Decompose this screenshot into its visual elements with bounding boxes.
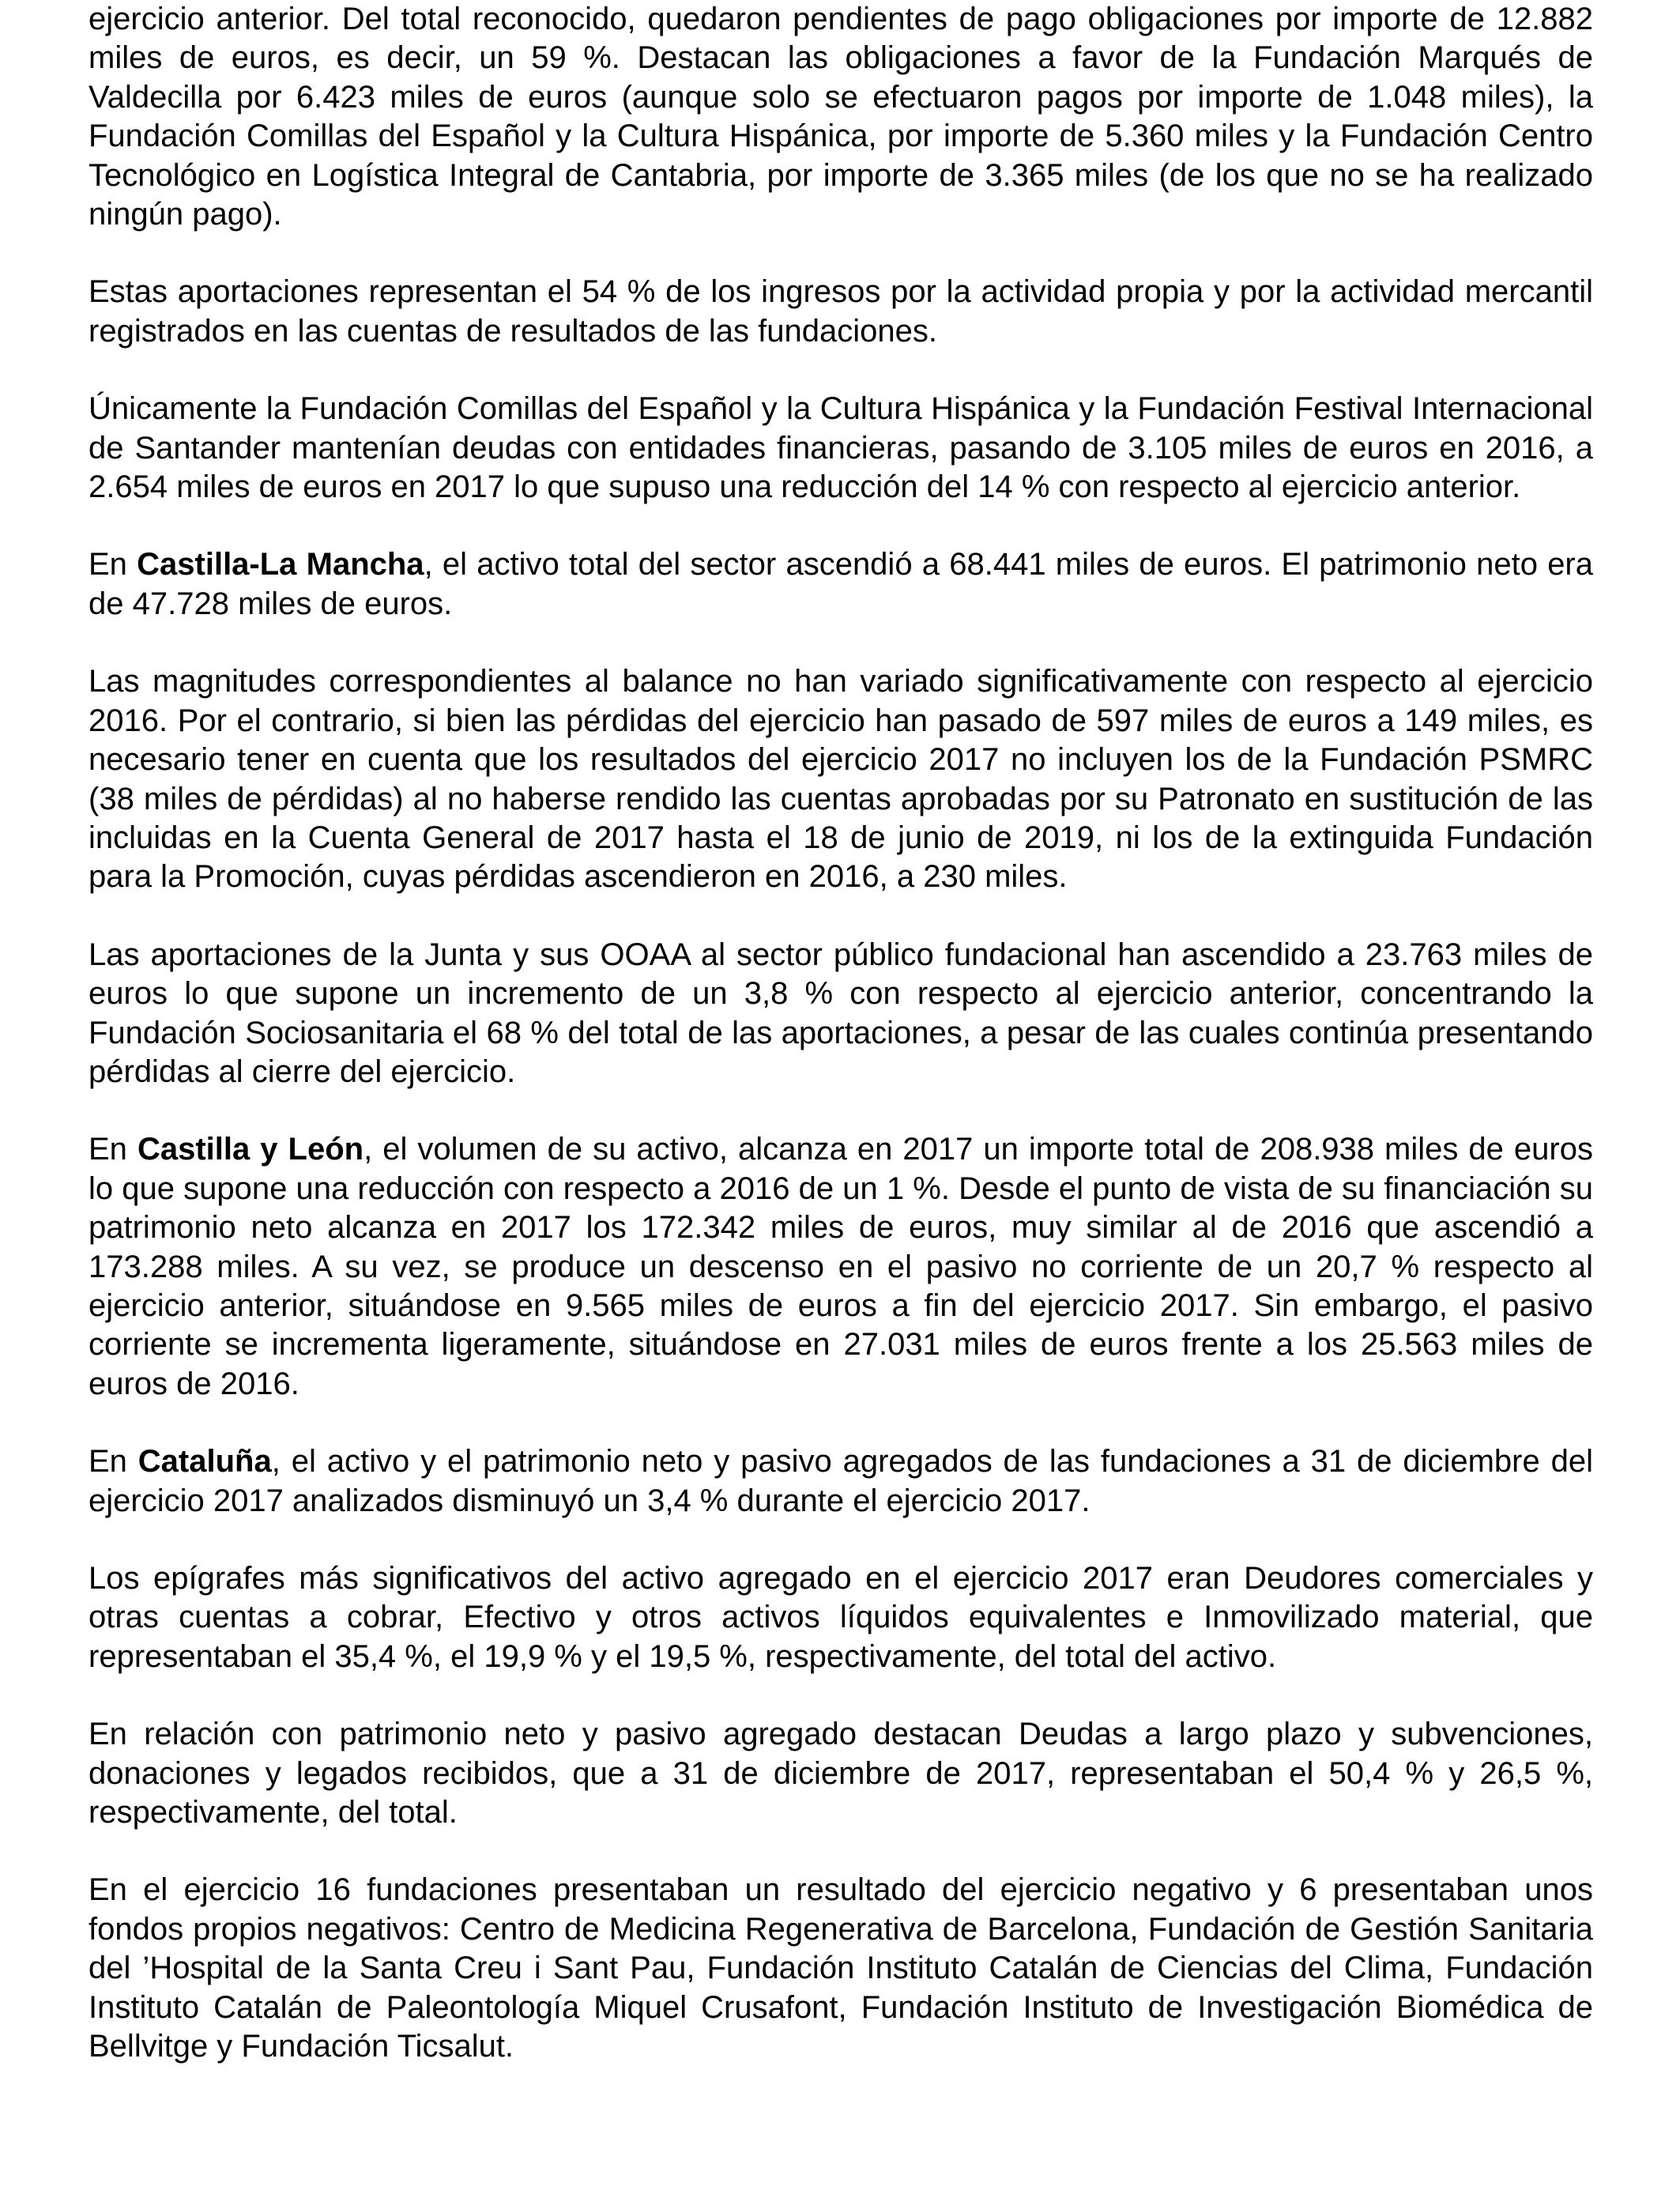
- paragraph-text: Las magnitudes correspondientes al balance no han variado significativamente con respecto al ejercicio 2016. Por el contrario, si bien las pérdidas del ejercicio han pasado de 597 miles de euros a 149 miles, es necesario tener en cuenta que los resultados del ejercicio 2017 no incluyen los de la Fundación PSMRC (38 miles de pérdidas) al no haberse rendido las cuentas aprobadas por su Patronato en sustitución de las incluidas en la Cuenta General de 2017 hasta el 18 de junio de 2019, ni los de la extinguida Fundación para la Promoción, cuyas pérdidas ascendieron en 2016, a 230 miles.: [89, 664, 1593, 895]
- paragraph: [89, 936, 1593, 1092]
- paragraph-text: En el ejercicio 16 fundaciones presentaban un resultado del ejercicio negativo y 6 presentaban unos fondos propios negativos: Centro de Medicina Regenerativa de Barcelona, Fundación de Gestión Sanitaria del ’Hospital de la Santa Creu i Sant Pau, Fundación Instituto Catalán de Ciencias del Clima, Fundación Instituto Catalán de Paleontología Miquel Crusafont, Fundación Instituto de Investigación Biomédica de Bellvitge y Fundación Ticsalut.: [89, 1872, 1593, 2064]
- paragraph: [89, 273, 1593, 351]
- paragraph-text: , el activo y el patrimonio neto y pasivo agregados de las fundaciones a 31 de diciembre del ejercicio 2017 analizados disminuyó un 3,4 % durante el ejercicio 2017.: [89, 1444, 1593, 1518]
- paragraph: [89, 1871, 1593, 2066]
- paragraph-text: Las aportaciones de la Junta y sus OOAA al sector público fundacional han ascendido a 23.763 miles de euros lo que supone un incremento de un 3,8 % con respecto al ejercicio anterior, concentrando la Fundación Sociosanitaria el 68 % del total de las aportaciones, a pesar de las cuales continúa presentando pérdidas al cierre del ejercicio.: [89, 937, 1593, 1089]
- document-page: [89, 0, 1593, 2105]
- paragraph: [89, 1130, 1593, 1404]
- region-name: Cataluña: [137, 1444, 272, 1480]
- paragraph-text: Estas aportaciones representan el 54 % de los ingresos por la actividad propia y por la actividad mercantil registrados en las cuentas de resultados de las fundaciones.: [89, 274, 1593, 349]
- paragraph: [89, 390, 1593, 507]
- paragraph-text: En: [89, 547, 137, 582]
- paragraph-text: En relación con patrimonio neto y pasivo agregado destacan Deudas a largo plazo y subvenciones, donaciones y legados recibidos, que a 31 de diciembre de 2017, representaban el 50,4 % y 26,5 %, respectivamente, del total.: [89, 1717, 1593, 1830]
- paragraph-text: En: [89, 1132, 137, 1167]
- paragraph-text: Únicamente la Fundación Comillas del Español y la Cultura Hispánica y la Fundación Festival Internacional de Santander mantenían deudas con entidades financieras, pasando de 3.105 miles de euros en 2016, a 2.654 miles de euros en 2017 lo que supuso una reducción del 14 % con respecto al ejercicio anterior.: [89, 391, 1593, 505]
- paragraph: [89, 545, 1593, 624]
- paragraph: [89, 0, 1593, 234]
- paragraph-text: ejercicio anterior. Del total reconocido, quedaron pendientes de pago obligaciones por importe de 12.882 miles de euros, es decir, un 59 %. Destacan las obligaciones a favor de la Fundación Marqués de Valdecilla por 6.423 miles de euros (aunque solo se efectuaron pagos por importe de 1.048 miles), la Fundación Comillas del Español y la Cultura Hispánica, por importe de 5.360 miles y la Fundación Centro Tecnológico en Logística Integral de Cantabria, por importe de 3.365 miles (de los que no se ha realizado ningún pago).: [89, 2, 1593, 232]
- region-name: Castilla y León: [137, 1132, 364, 1167]
- paragraph-text: , el volumen de su activo, alcanza en 2017 un importe total de 208.938 miles de euros lo que supone una reducción con respecto a 2016 de un 1 %. Desde el punto de vista de su financiación su patrimonio neto alcanza en 2017 los 172.342 miles de euros, muy similar al de 2016 que ascendió a 173.288 miles. A su vez, se produce un descenso en el pasivo no corriente de un 20,7 % respecto al ejercicio anterior, situándose en 9.565 miles de euros a fin del ejercicio 2017. Sin embargo, el pasivo corriente se incrementa ligeramente, situándose en 27.031 miles de euros frente a los 25.563 miles de euros de 2016.: [89, 1132, 1593, 1401]
- paragraph-text: En: [89, 1444, 138, 1480]
- paragraph: [89, 1559, 1593, 1676]
- paragraph: [89, 1442, 1593, 1521]
- paragraph: [89, 1715, 1593, 1832]
- paragraph-text: Los epígrafes más significativos del activo agregado en el ejercicio 2017 eran Deudores comerciales y otras cuentas a cobrar, Efectivo y otros activos líquidos equivalentes e Inmovilizado material, que representaban el 35,4 %, el 19,9 % y el 19,5 %, respectivamente, del total del activo.: [89, 1561, 1593, 1674]
- region-name: Castilla-La Mancha: [137, 547, 424, 582]
- paragraph-text: , el activo total del sector ascendió a 68.441 miles de euros. El patrimonio neto era de 47.728 miles de euros.: [89, 547, 1594, 621]
- paragraph: [89, 662, 1593, 896]
